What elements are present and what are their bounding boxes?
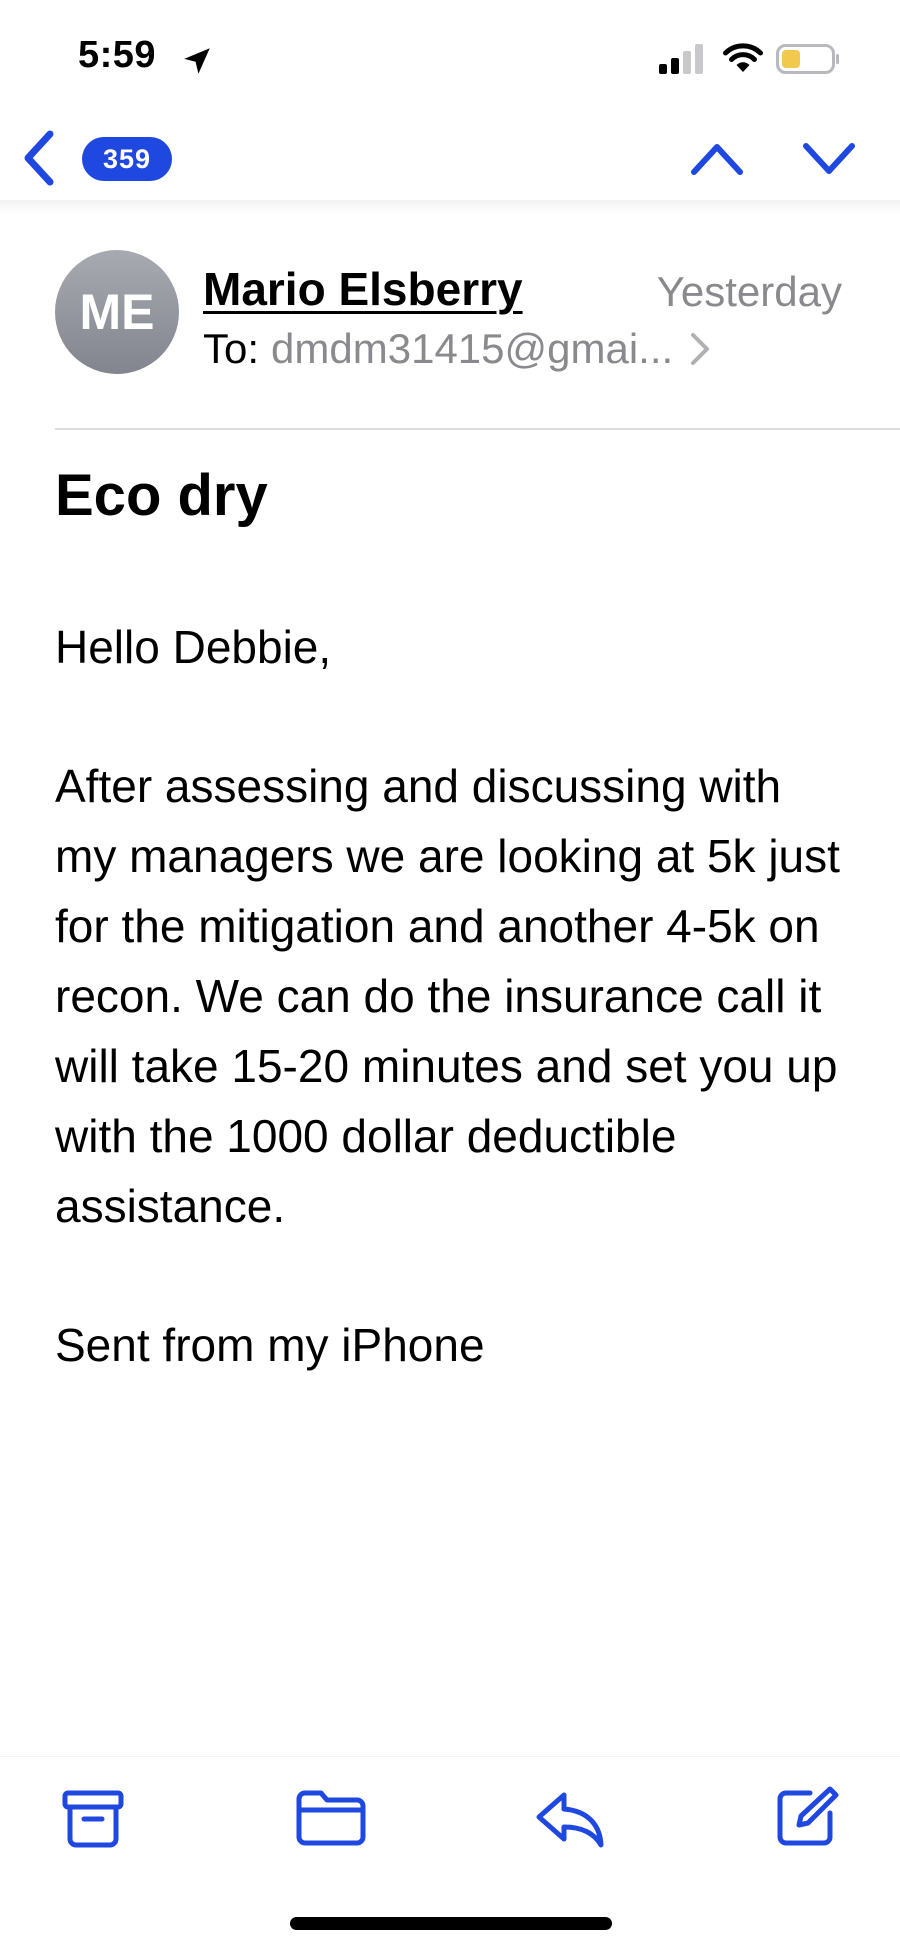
unread-count-badge[interactable]: 359 [82, 137, 172, 181]
body-paragraph: After assessing and discussing with my managers we are looking at 5k just for the mitigation and another 4-5k on recon. We can do the insurance call it will take 15-20 minutes and set you up with the 1000 dollar deductible assistance. [55, 760, 840, 1232]
reply-icon[interactable] [534, 1789, 606, 1849]
greeting-paragraph: Hello Debbie, [55, 621, 332, 673]
nav-bar-shadow [0, 200, 900, 214]
wifi-icon [722, 42, 764, 74]
status-time: 5:59 [78, 34, 157, 76]
cellular-signal-icon [657, 44, 705, 74]
chevron-right-icon [687, 330, 713, 368]
header-divider [55, 428, 900, 430]
folder-icon[interactable] [295, 1789, 367, 1847]
bottom-toolbar [0, 1756, 900, 1947]
email-body [55, 612, 845, 1449]
archive-icon[interactable] [62, 1789, 124, 1849]
recipient-row[interactable] [203, 325, 713, 373]
chevron-left-icon[interactable] [18, 126, 60, 190]
compose-icon[interactable] [774, 1783, 840, 1849]
home-indicator[interactable] [290, 1917, 612, 1930]
navigation-bar [0, 120, 900, 210]
location-arrow-icon [180, 44, 214, 78]
sender-avatar[interactable]: ME [55, 250, 179, 374]
recipient-address: dmdm31415@gmai... [271, 325, 674, 372]
email-date: Yesterday [656, 268, 842, 315]
email-subject: Eco dry [55, 463, 268, 528]
chevron-up-icon[interactable] [690, 138, 744, 178]
signature-paragraph: Sent from my iPhone [55, 1319, 485, 1371]
battery-icon [776, 44, 840, 74]
chevron-down-icon[interactable] [802, 138, 856, 178]
status-bar [0, 0, 900, 120]
sender-name[interactable]: Mario Elsberry [203, 263, 523, 315]
to-label: To: [203, 325, 260, 372]
